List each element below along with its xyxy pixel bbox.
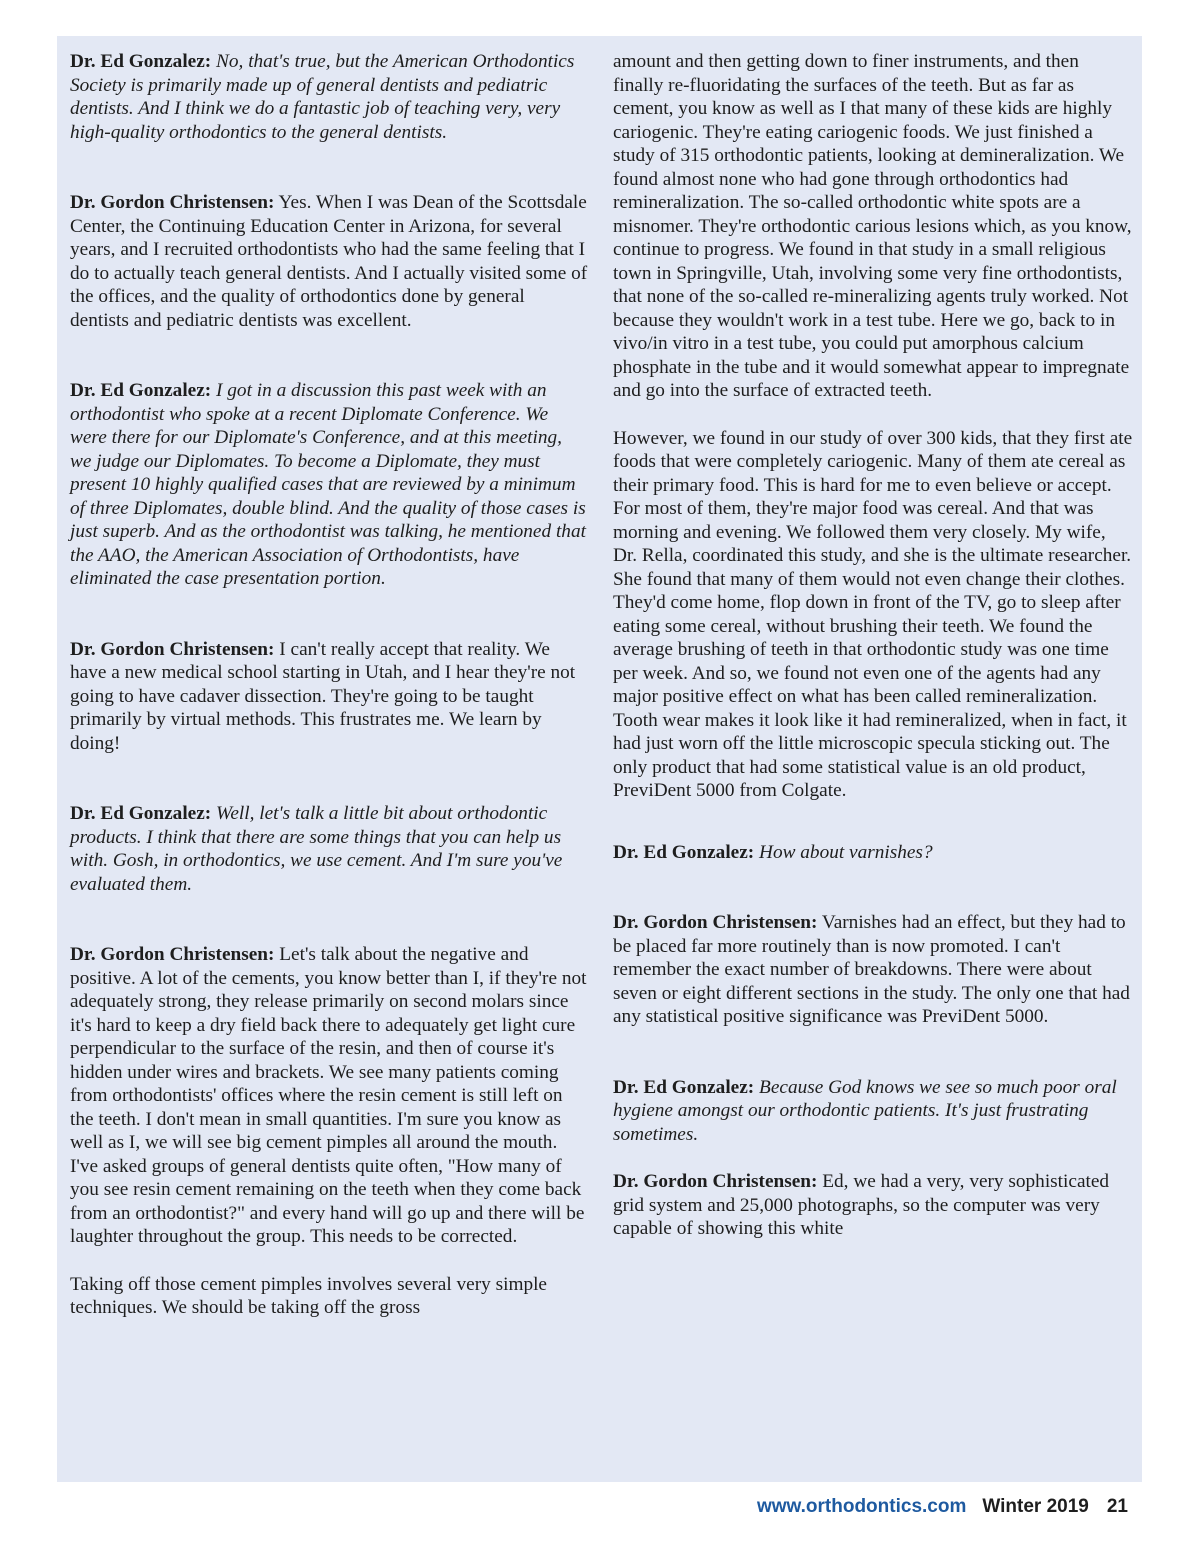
question-text: How about varnishes? xyxy=(759,841,933,863)
speaker-name: Dr. Gordon Christensen: xyxy=(70,192,275,213)
answer-paragraph: However, we found in our study of over 300 kids, that they first ate foods that were completely cariogenic. Many of them ate cereal as their primary food. This is hard for me to even believe or accept. For most of them, they're major food was cereal. And that was morning and evening. We followed them very closely. My wife, Dr. Rella, coordinated this study, and she is the ultimate researcher. She found that many of them would not even change their clothes. They'd come home, flop down in front of the TV, go to sleep after eating some cereal, without brushing their teeth. We found the average brushing of teeth in that orthodontic study was one time per week. And so, we found not even one of the agents had any major positive effect on what has been called remineralization. Tooth wear makes it look like it had remineralized, when in fact, it had just worn off the little microscopic specula sticking out. The only product that had some statistical value is an old product, PreviDent 5000 from Colgate. xyxy=(613,427,1133,801)
question-text: I got in a discussion this past week with an orthodontist who spoke at a recent Diplomate Conference. We were there for our Diplomate's Conference, and at this meeting, we judge our Diplomates. To become a Diplomate, they must present 10 highly qualified cases that are reviewed by a minimum of three Diplomates, double blind. And the quality of those cases is just superb. And as the orthodontist was talking, he mentioned that the AAO, the American Association of Orthodontists, have eliminated the case presentation portion. xyxy=(70,380,586,589)
question-text: No, that's true, but the American Orthodontics Society is primarily made up of general dentists and pediatric dentists. And I think we do a fantastic job of teaching very, very high-quality orthodontics to the general dentists. xyxy=(70,51,575,143)
right-column xyxy=(613,50,1133,1241)
interviewer-question xyxy=(70,802,588,896)
interviewee-answer xyxy=(70,191,588,332)
answer-text: Let's talk about the negative and positive. A lot of the cements, you know better than I, if they're not adequately strong, they release primarily on second molars since it's hard to keep a dry field back there to adequately get light cure perpendicular to the surface of the resin, and then of course it's hidden under wires and brackets. We see many patients coming from orthodontists' offices where the resin cement is still left on the teeth. I don't mean in small quantities. I'm sure you know as well as I, we will see big cement pimples all around the mouth. I've asked groups of general dentists quite often, "How many of you see resin cement remaining on the teeth when they come back from an orthodontist?" and every hand will go up and there will be laughter throughout the group. This needs to be corrected. xyxy=(70,944,587,1247)
answer-text: Ed, we had a very, very sophisticated grid system and 25,000 photographs, so the computer was very capable of showing this white xyxy=(613,1171,1110,1239)
interviewee-answer xyxy=(613,1170,1133,1241)
answer-text: Varnishes had an effect, but they had to be placed far more routinely than is now promoted. I can't remember the exact number of breakdowns. There were about seven or eight different sections in the study. The only one that had any statistical positive significance was PreviDent 5000. xyxy=(613,912,1130,1027)
interviewer-question xyxy=(70,379,588,591)
speaker-name: Dr. Ed Gonzalez: xyxy=(70,380,212,401)
interviewer-question xyxy=(70,50,588,144)
speaker-name: Dr. Gordon Christensen: xyxy=(70,638,275,660)
speaker-name: Dr. Gordon Christensen: xyxy=(613,1171,818,1192)
answer-text: Yes. When I was Dean of the Scottsdale Center, the Continuing Education Center in Arizona, for several years, and I recruited orthodontists who had the same feeling that I do to actually teach general dentists. And I actually visited some of the offices, and the quality of orthodontics done by general dentists and pediatric dentists was excellent. xyxy=(70,192,588,331)
answer-paragraph: Taking off those cement pimples involves several very simple techniques. We should be taking off the gross xyxy=(70,1273,547,1318)
interviewee-answer xyxy=(613,911,1133,1029)
page-footer xyxy=(757,1496,1128,1522)
interviewee-answer xyxy=(70,943,588,1249)
interviewee-answer xyxy=(70,638,588,756)
left-column xyxy=(70,50,588,1320)
page-number: 21 xyxy=(1106,1496,1128,1517)
speaker-name: Dr. Gordon Christensen: xyxy=(613,912,818,933)
speaker-name: Dr. Ed Gonzalez: xyxy=(70,51,212,72)
issue-label: Winter 2019 xyxy=(982,1496,1089,1517)
speaker-name: Dr. Ed Gonzalez: xyxy=(70,803,212,824)
speaker-name: Dr. Ed Gonzalez: xyxy=(613,1076,755,1098)
question-text: Well, let's talk a little bit about orthodontic products. I think that there are some things that you can help us with. Gosh, in orthodontics, we use cement. And I'm sure you've evaluated them. xyxy=(70,803,563,895)
interviewer-question xyxy=(613,1076,1133,1147)
answer-text: I can't really accept that reality. We have a new medical school starting in Utah, and I hear they're not going to have cadaver dissection. They're going to be taught primarily by virtual methods. This frustrates me. We learn by doing! xyxy=(70,638,576,754)
website-link[interactable]: www.orthodontics.com xyxy=(757,1496,967,1517)
question-text: Because God knows we see so much poor oral hygiene amongst our orthodontic patients. It's just frustrating sometimes. xyxy=(613,1076,1117,1145)
interviewer-question xyxy=(613,841,1133,865)
answer-paragraph: amount and then getting down to finer instruments, and then finally re-fluoridating the surfaces of the teeth. But as far as cement, you know as well as I that many of these kids are highly cariogenic. They're eating cariogenic foods. We just finished a study of 315 orthodontic patients, looking at demineralization. We found almost none who had gone through orthodontics had remineralization. The so-called orthodontic white spots are a misnomer. They're orthodontic carious lesions which, as you know, continue to progress. We found in that study in a small religious town in Springville, Utah, involving some very fine orthodontists, that none of the so-called re-mineralizing agents truly worked. Not because they wouldn't work in a test tube. Here we go, back to in vivo/in vitro in a test tube, you could put amorphous calcium phosphate in the tube and it would somewhat appear to impregnate and go into the surface of extracted teeth. xyxy=(613,51,1132,401)
speaker-name: Dr. Ed Gonzalez: xyxy=(613,841,755,863)
speaker-name: Dr. Gordon Christensen: xyxy=(70,944,275,965)
